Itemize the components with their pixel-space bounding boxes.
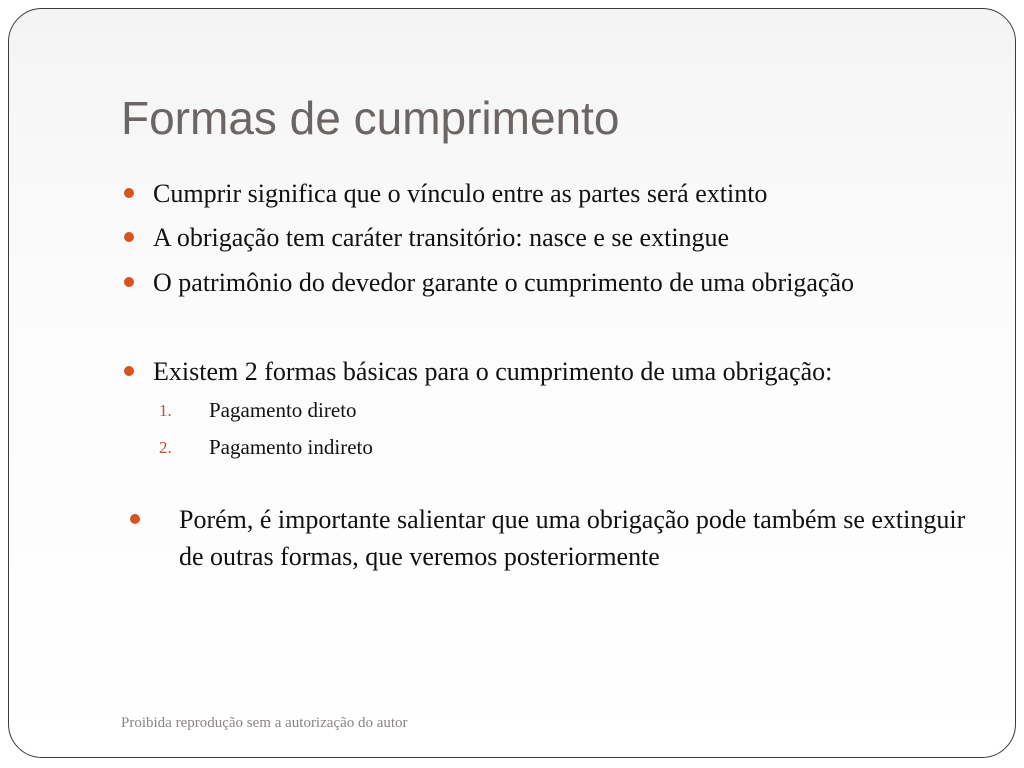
bullet-text: O patrimônio do devedor garante o cumprimento de uma obrigação (153, 268, 855, 297)
slide-footer: Proibida reprodução sem a autorização do autor (121, 715, 408, 731)
bullet-text: A obrigação tem caráter transitório: nasce e se extingue (153, 223, 730, 252)
bullet-dot-icon (130, 514, 140, 524)
bullet-item (121, 219, 981, 256)
bullet-item (127, 501, 981, 575)
numbered-item (159, 431, 981, 463)
slide (8, 8, 1016, 758)
bullet-item (121, 175, 981, 212)
numbered-item-text: Pagamento direto (209, 398, 357, 422)
slide-content (121, 175, 981, 575)
bullet-dot-icon (124, 232, 134, 242)
bullet-text: Existem 2 formas básicas para o cumprimento de uma obrigação: (153, 357, 833, 386)
list-number: 1. (159, 401, 172, 420)
numbered-item (159, 394, 981, 426)
bullet-item (121, 264, 981, 301)
bullet-text: Cumprir significa que o vínculo entre as partes será extinto (153, 179, 768, 208)
slide-title: Formas de cumprimento (121, 92, 620, 144)
list-number: 2. (159, 438, 172, 457)
bullet-text: Porém, é importante salientar que uma obrigação pode também se extinguir de outras formas, que veremos posteriormente (179, 505, 966, 571)
bullet-dot-icon (124, 188, 134, 198)
bullet-item (121, 353, 981, 390)
bullet-dot-icon (124, 277, 134, 287)
numbered-item-text: Pagamento indireto (209, 435, 373, 459)
bullet-dot-icon (124, 366, 134, 376)
